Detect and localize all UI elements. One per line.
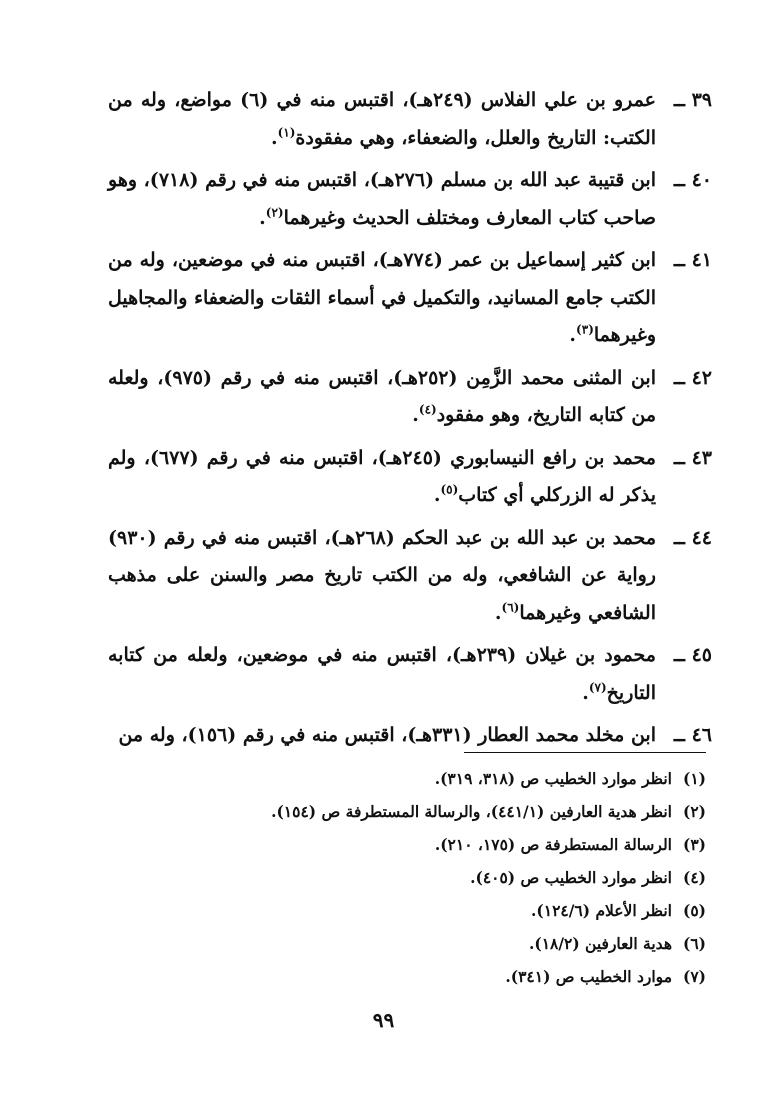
footnote (300, 960, 706, 993)
footnote-number: (١) (682, 769, 706, 788)
footnote-text: انظر هدية العارفين (٤٤١/١)، والرسالة المستطرفة ص (١٥٤). (271, 802, 672, 821)
entry-text: محمد بن رافع النيسابوري (٢٤٥هـ)، اقتبس منه في رقم (٦٧٧)، ولم يذكر له الزركلي أي كتاب$^{(٥)}$. (108, 446, 656, 506)
footnote-number: (٥) (682, 901, 706, 920)
footnote-divider (464, 752, 706, 753)
entry-number: ٤١ ــ (673, 249, 712, 271)
footnote-ref[interactable]: (٢) (265, 205, 284, 220)
footnote-ref[interactable]: (٧) (588, 680, 607, 695)
footnote-number: (٣) (682, 835, 706, 854)
entries-list (108, 82, 712, 760)
footnote-number: (٢) (682, 802, 706, 821)
footnote-number: (٤) (682, 868, 706, 887)
footnote-ref[interactable]: (٤) (418, 402, 437, 417)
footnote-text: انظر موارد الخطيب ص (٣١٨، ٣١٩). (434, 769, 672, 788)
list-item (108, 520, 712, 633)
footnote-ref[interactable]: (٦) (501, 600, 520, 615)
footnote (300, 762, 706, 795)
footnote (271, 795, 706, 828)
footnote-text: هدية العارفين (١٨/٢). (528, 934, 672, 953)
entry-number: ٤٠ ــ (673, 169, 712, 191)
list-item (108, 242, 712, 355)
entry-text: ابن قتيبة عبد الله بن مسلم (٢٧٦هـ)، اقتبس منه في رقم (٧١٨)، وهو صاحب كتاب المعارف ومختلف الحديث وغيرهما$^{(٢)}$. (108, 169, 656, 229)
footnote (300, 927, 706, 960)
footnote-ref[interactable]: (٥) (440, 482, 459, 497)
page-number: ٩٩ (372, 1008, 395, 1032)
footnote-number: (٦) (682, 934, 706, 953)
footnote (300, 828, 706, 861)
footnote (300, 894, 706, 927)
entry-text: محمد بن عبد الله بن عبد الحكم (٢٦٨هـ)، اقتبس منه في رقم (٩٣٠) رواية عن الشافعي، وله من الكتب تاريخ مصر والسنن على مذهب الشافعي وغيرهما$^{(٦)}$. (108, 526, 657, 624)
list-item (108, 637, 712, 712)
footnote-text: الرسالة المستطرفة ص (١٧٥، ٢١٠). (434, 835, 672, 854)
entry-number: ٤٥ ــ (673, 644, 712, 666)
list-item (108, 717, 712, 755)
entry-text: ابن المثنى محمد الزَّمِن (٢٥٢هـ)، اقتبس منه في رقم (٩٧٥)، ولعله من كتابه التاريخ، وهو مفقود$^{(٤)}$. (108, 366, 656, 426)
entry-number: ٤٤ ــ (673, 526, 712, 549)
entry-number: ٤٦ ــ (673, 724, 712, 746)
footnote-ref[interactable]: (٣) (576, 322, 594, 337)
entry-text: محمود بن غيلان (٢٣٩هـ)، اقتبس منه في موضعين، ولعله من كتابه التاريخ$^{(٧)}$. (108, 644, 656, 704)
footnote-number: (٧) (682, 967, 706, 986)
list-item (108, 360, 712, 435)
list-item (108, 440, 712, 515)
entry-text: ابن كثير إسماعيل بن عمر (٧٧٤هـ)، اقتبس منه في موضعين، وله من الكتب جامع المسانيد، والتكميل في أسماء الثقات والضعفاء والمجاهيل وغيرهما$^{(٣)}$. (108, 249, 656, 346)
footnote-text: انظر الأعلام (١٢٤/٦). (531, 901, 672, 920)
entry-number: ٣٩ ــ (673, 89, 712, 111)
footnotes (271, 762, 706, 993)
footnote-text: موارد الخطيب ص (٣٤١). (505, 967, 672, 986)
entry-text: ابن مخلد محمد العطار (٣٣١هـ)، اقتبس منه في رقم (١٥٦)، وله من (118, 724, 656, 746)
footnote-text: انظر موارد الخطيب ص (٤٠٥). (470, 868, 672, 887)
list-item (108, 162, 712, 237)
footnote (300, 861, 706, 894)
entry-text: عمرو بن علي الفلاس (٢٤٩هـ)، اقتبس منه في (٦) مواضع، وله من الكتب: التاريخ والعلل، والضعفاء، وهي مفقودة$^{(١)}$. (108, 89, 656, 149)
entry-number: ٤٢ ــ (673, 366, 712, 389)
entry-number: ٤٣ ــ (673, 446, 712, 469)
list-item (108, 82, 712, 157)
footnote-ref[interactable]: (١) (277, 125, 296, 140)
